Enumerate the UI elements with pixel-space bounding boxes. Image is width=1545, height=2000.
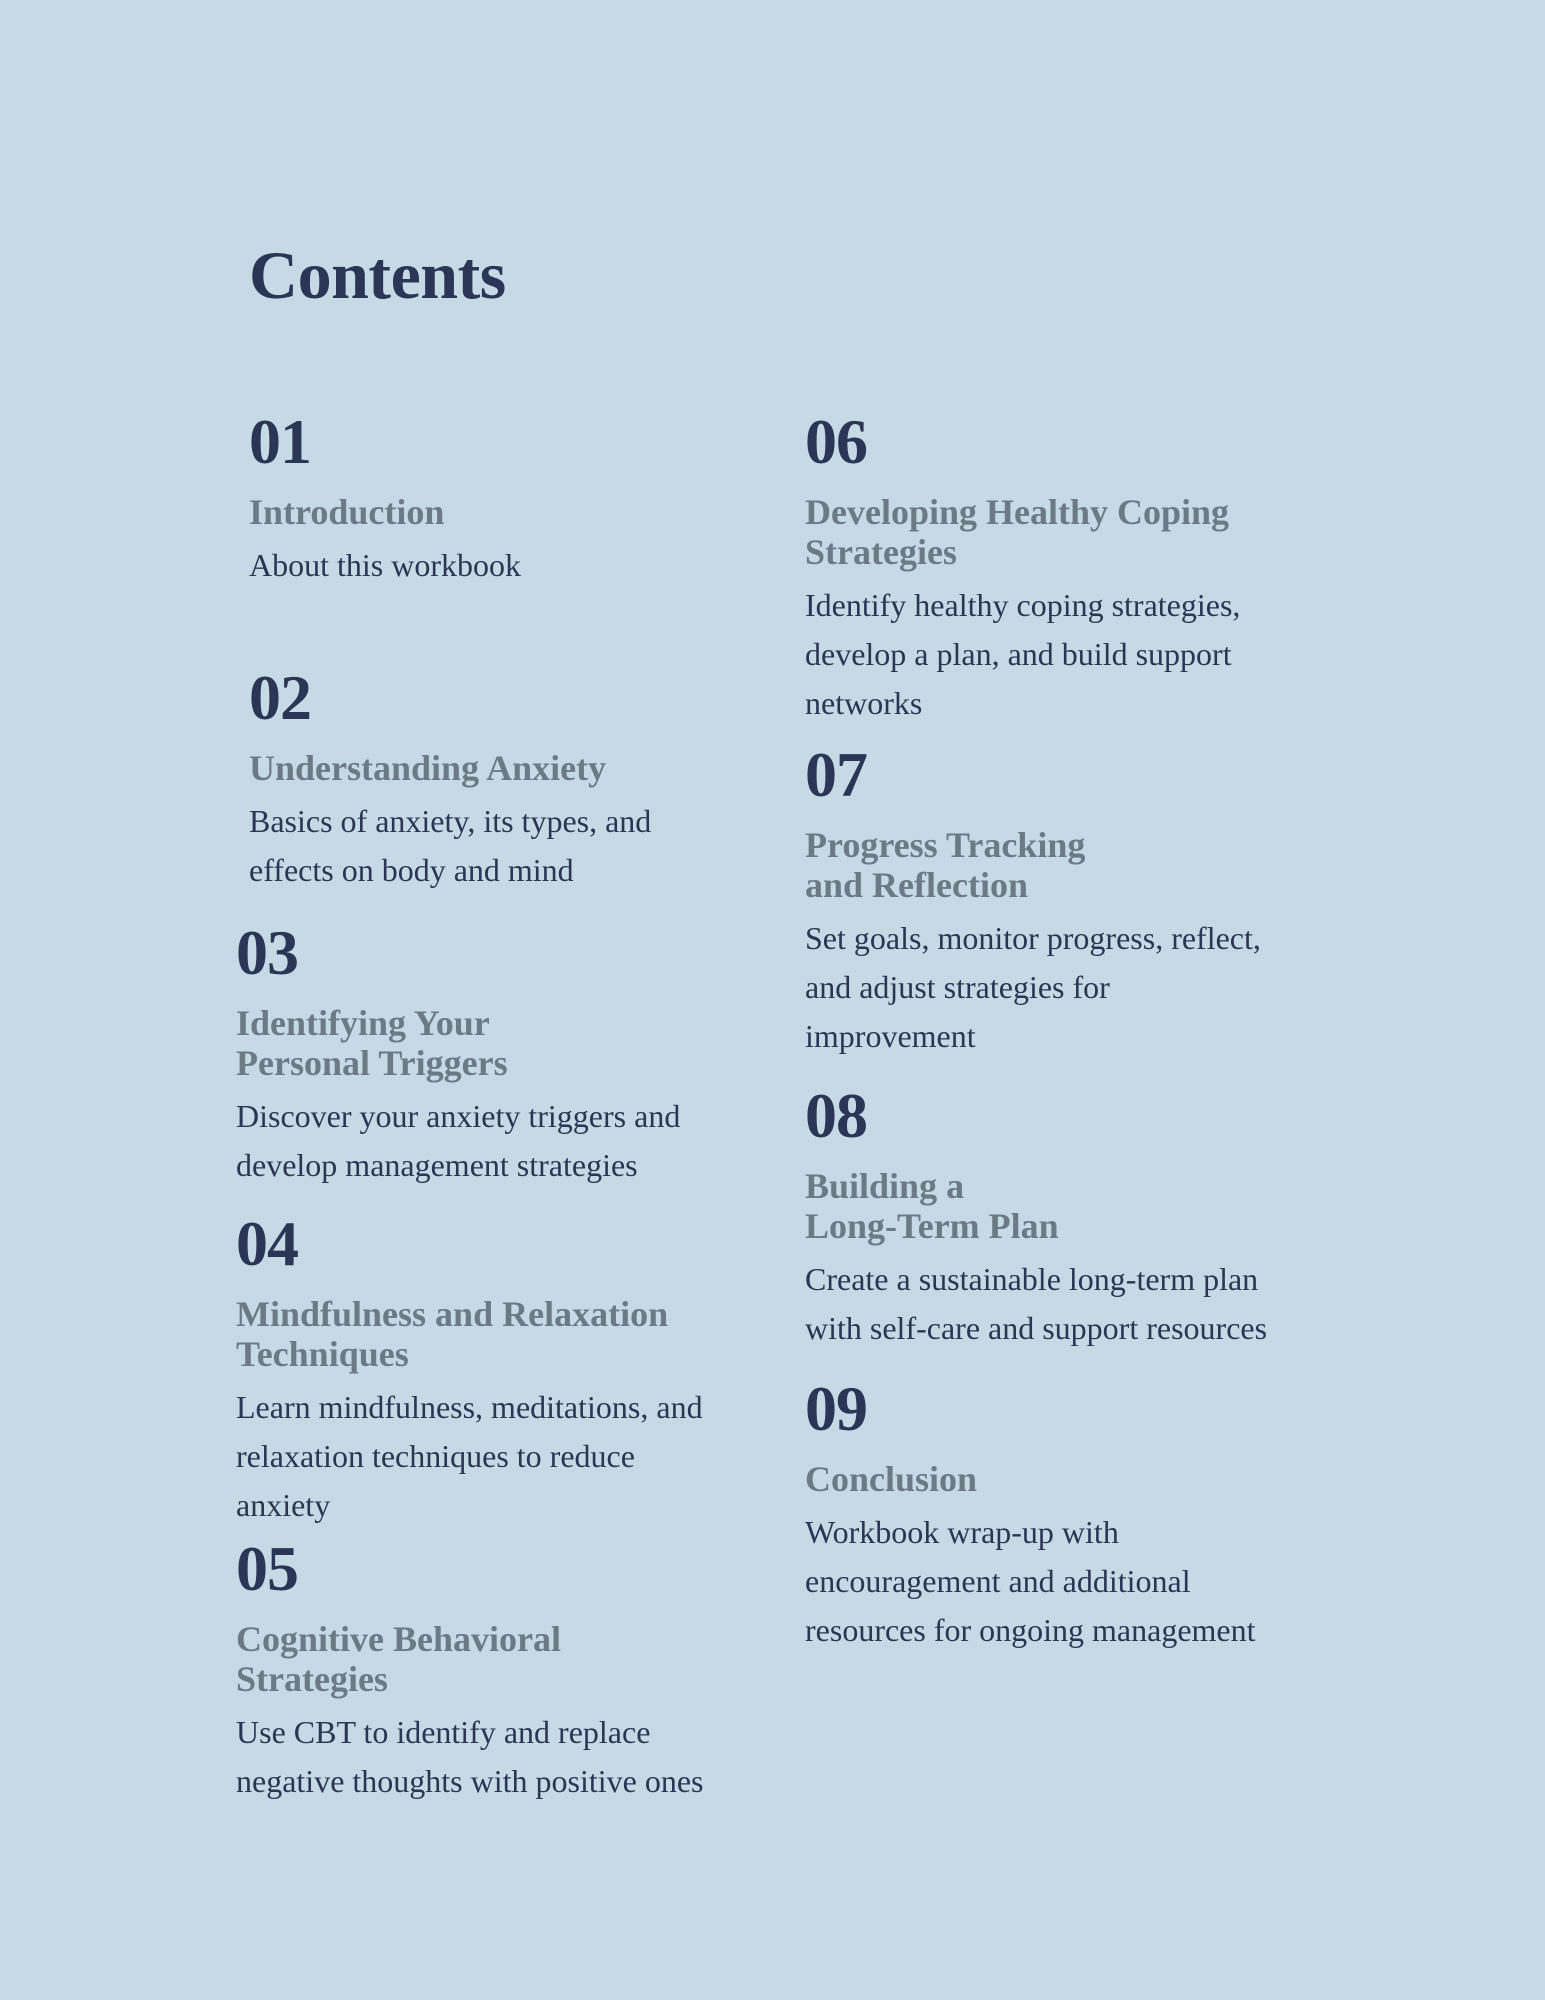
toc-entry-02[interactable] — [249, 662, 769, 895]
toc-description: Identify healthy coping strategies, develop a plan, and build support networks — [805, 587, 1241, 721]
toc-entry-01[interactable] — [249, 406, 769, 590]
toc-heading: Progress Tracking and Reflection — [805, 825, 1086, 905]
toc-description: Set goals, monitor progress, reflect, and adjust strategies for improvement — [805, 920, 1261, 1054]
toc-entry-08[interactable] — [805, 1080, 1305, 1353]
toc-number: 09 — [805, 1373, 867, 1444]
toc-description: About this workbook — [249, 547, 521, 583]
toc-number: 08 — [805, 1080, 867, 1151]
toc-description: Basics of anxiety, its types, and effects on body and mind — [249, 803, 652, 888]
toc-entry-07[interactable] — [805, 739, 1305, 1061]
toc-entry-03[interactable] — [236, 917, 756, 1190]
toc-description: Discover your anxiety triggers and develop management strategies — [236, 1098, 681, 1183]
toc-number: 07 — [805, 739, 867, 810]
toc-entry-04[interactable] — [236, 1208, 756, 1530]
toc-description: Create a sustainable long-term plan with self-care and support resources — [805, 1261, 1268, 1346]
toc-description: Workbook wrap-up with encouragement and additional resources for ongoing management — [805, 1514, 1256, 1648]
toc-entry-09[interactable] — [805, 1373, 1305, 1655]
page-title: Contents — [249, 237, 506, 313]
toc-heading: Introduction — [249, 492, 445, 532]
toc-number: 01 — [249, 406, 311, 477]
toc-heading: Cognitive Behavioral Strategies — [236, 1619, 561, 1699]
toc-description: Learn mindfulness, meditations, and relaxation techniques to reduce anxiety — [236, 1389, 703, 1523]
toc-entry-05[interactable] — [236, 1533, 756, 1806]
toc-number: 06 — [805, 406, 867, 477]
toc-entry-06[interactable] — [805, 406, 1305, 728]
toc-number: 03 — [236, 917, 298, 988]
toc-number: 04 — [236, 1208, 298, 1279]
toc-number: 02 — [249, 662, 311, 733]
toc-heading: Understanding Anxiety — [249, 748, 607, 788]
toc-heading: Conclusion — [805, 1459, 978, 1499]
toc-heading: Building a Long-Term Plan — [805, 1166, 1059, 1246]
toc-heading: Mindfulness and Relaxation Techniques — [236, 1294, 669, 1374]
toc-description: Use CBT to identify and replace negative thoughts with positive ones — [236, 1714, 704, 1799]
toc-heading: Identifying Your Personal Triggers — [236, 1003, 508, 1083]
toc-number: 05 — [236, 1533, 298, 1604]
toc-heading: Developing Healthy Coping Strategies — [805, 492, 1230, 572]
